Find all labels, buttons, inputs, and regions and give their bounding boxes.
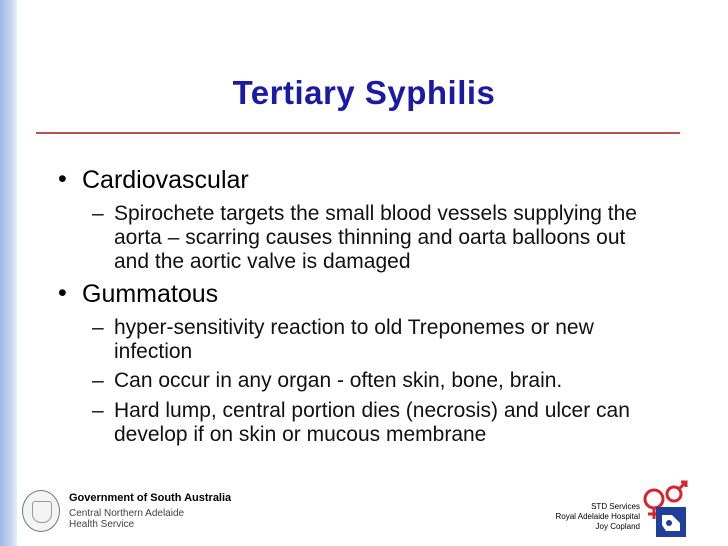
sub-bullet-dash: – [92, 316, 104, 339]
author-label: Joy Copland [595, 522, 640, 531]
title-divider [36, 132, 680, 134]
std-services-logo-icon [636, 477, 694, 543]
slide-title: Tertiary Syphilis [232, 74, 496, 111]
bullet-dot: • [58, 165, 67, 193]
bullet-text: Gummatous [82, 280, 219, 308]
health-service-line: Central Northern Adelaide [69, 508, 185, 519]
sub-bullet-dash: – [92, 399, 104, 422]
hospital-label: Royal Adelaide Hospital [555, 512, 640, 521]
government-name: Government of South Australia [69, 492, 232, 504]
sub-bullet-line: Spirochete targets the small blood vessels supplying the [114, 202, 637, 225]
sub-bullet-line: Hard lump, central portion dies (necrosis) and ulcer can [114, 399, 630, 422]
sub-bullet-line: and the aortic valve is damaged [114, 250, 411, 273]
sub-bullet-any-organ [92, 369, 722, 393]
bullet-dot: • [58, 279, 67, 307]
sub-bullet-line: hyper-sensitivity reaction to old Treponemes or new [114, 316, 594, 339]
sub-bullet-line: develop if on skin or mucous membrane [114, 423, 487, 446]
sub-bullet-spirochete [92, 202, 722, 274]
health-service-name [69, 508, 184, 530]
bullet-text: Cardiovascular [82, 166, 249, 194]
health-service-line: Health Service [69, 519, 135, 530]
sa-crest-icon [22, 490, 60, 532]
sub-bullet-dash: – [92, 369, 104, 392]
sub-bullet-hard-lump [92, 399, 722, 447]
sub-bullet-line: Can occur in any organ - often skin, bone, brain. [114, 369, 563, 392]
sub-bullet-line: aorta – scarring causes thinning and oarta balloons out [114, 226, 626, 249]
std-services-credit [520, 502, 640, 532]
sub-bullet-line: infection [114, 340, 193, 363]
std-services-label: STD Services [591, 502, 640, 511]
sub-bullet-dash: – [92, 202, 104, 225]
sub-bullet-hypersensitivity [92, 316, 722, 364]
